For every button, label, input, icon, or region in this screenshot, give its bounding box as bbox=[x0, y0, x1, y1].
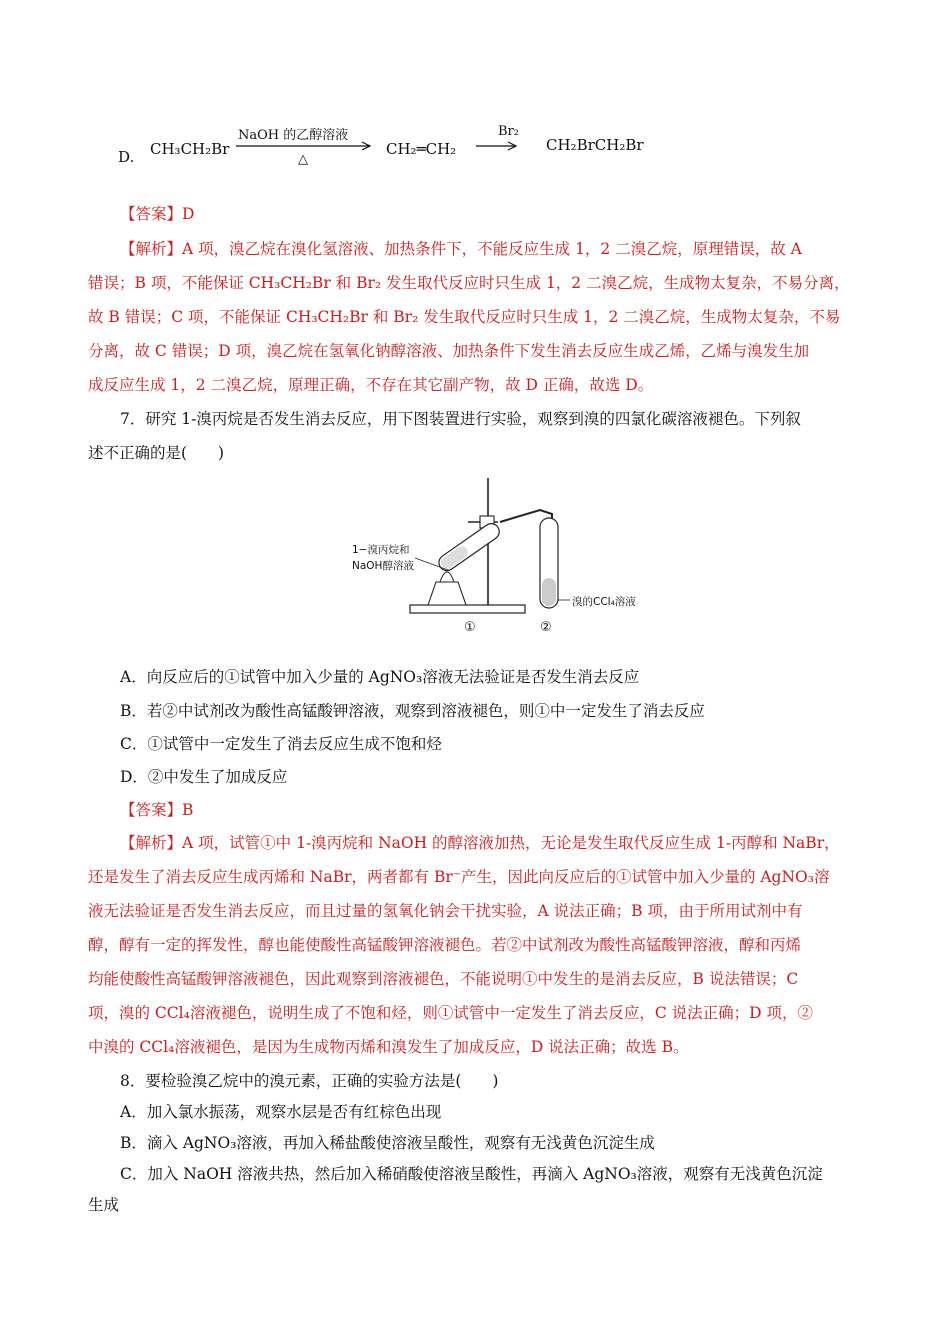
q6-analysis-line-1: 【解析】A 项，溴乙烷在溴化氢溶液、加热条件下，不能反应生成 1，2 二溴乙烷，原理错误，故 A bbox=[120, 240, 802, 258]
figure-label-right: 溴的CCl₄溶液 bbox=[572, 596, 636, 608]
q7-analysis-line-2: 还是发生了消去反应生成丙烯和 NaBr，两者都有 Br⁻产生，因此向反应后的①试管中加入少量的 AgNO₃溶 bbox=[88, 868, 830, 886]
q7-stem-line-1: 7．研究 1-溴丙烷是否发生消去反应，用下图装置进行实验，观察到溴的四氯化碳溶液褪色。下列叙 bbox=[120, 410, 801, 428]
q7-stem-line-2: 述不正确的是( ) bbox=[88, 444, 225, 462]
apparatus-figure bbox=[340, 470, 640, 640]
reaction-arrow-2 bbox=[476, 140, 520, 152]
figure-label-left-1: 1−溴丙烷和 bbox=[352, 544, 410, 556]
reaction-arrow-1 bbox=[236, 140, 376, 152]
q7-analysis-line-5: 均能使酸性高锰酸钾溶液褪色，因此观察到溶液褪色，不能说明①中发生的是消去反应，B 说法错误；C bbox=[88, 970, 799, 988]
arrow2-condition-top: Br₂ bbox=[498, 124, 519, 139]
q7-analysis-line-1: 【解析】A 项，试管①中 1-溴丙烷和 NaOH 的醇溶液加热，无论是发生取代反应生成 1-丙醇和 NaBr， bbox=[120, 834, 840, 852]
figure-mark-2: ② bbox=[540, 620, 552, 635]
q7-option-d: D．②中发生了加成反应 bbox=[120, 768, 288, 786]
q7-analysis-line-3: 液无法验证是否发生消去反应，而且过量的氢氧化钠会干扰实验，A 说法正确；B 项，由于所用试剂中有 bbox=[88, 902, 803, 920]
q7-analysis-line-4: 醇，醇有一定的挥发性，醇也能使酸性高锰酸钾溶液褪色。若②中试剂改为酸性高锰酸钾溶液，醇和丙烯 bbox=[88, 936, 802, 954]
option-d-label: D. bbox=[118, 148, 135, 166]
q8-option-c-continued: 生成 bbox=[88, 1196, 120, 1214]
q7-option-a: A．向反应后的①试管中加入少量的 AgNO₃溶液无法验证是否发生消去反应 bbox=[120, 668, 640, 686]
q8-stem: 8．要检验溴乙烷中的溴元素，正确的实验方法是( ) bbox=[120, 1072, 499, 1090]
product: CH₂BrCH₂Br bbox=[546, 136, 644, 154]
q6-analysis-line-2: 错误；B 项，不能保证 CH₃CH₂Br 和 Br₂ 发生取代反应时只生成 1，2 二溴乙烷，生成物太复杂，不易分离， bbox=[88, 274, 850, 292]
reactant: CH₃CH₂Br bbox=[150, 140, 230, 158]
arrow1-condition-bottom: △ bbox=[298, 152, 308, 167]
q6-analysis-line-3: 故 B 错误；C 项，不能保证 CH₃CH₂Br 和 Br₂ 发生取代反应时只生成 1，2 二溴乙烷，生成物太复杂，不易 bbox=[88, 308, 841, 326]
q7-option-c: C．①试管中一定发生了消去反应生成不饱和烃 bbox=[120, 735, 442, 753]
q7-answer: 【答案】B bbox=[120, 801, 194, 819]
q8-option-c: C．加入 NaOH 溶液共热，然后加入稀硝酸使溶液呈酸性，再滴入 AgNO₃溶液，观察有无浅黄色沉淀 bbox=[120, 1165, 823, 1183]
q7-analysis-line-7: 中溴的 CCl₄溶液褪色，是因为生成物丙烯和溴发生了加成反应，D 说法正确；故选 B。 bbox=[88, 1038, 689, 1056]
q8-option-b: B．滴入 AgNO₃溶液，再加入稀盐酸使溶液呈酸性，观察有无浅黄色沉淀生成 bbox=[120, 1134, 655, 1152]
q8-option-a: A．加入氯水振荡，观察水层是否有红棕色出现 bbox=[120, 1103, 442, 1121]
figure-mark-1: ① bbox=[464, 620, 476, 635]
figure-label-left-2: NaOH醇溶液 bbox=[352, 560, 414, 572]
q6-answer: 【答案】D bbox=[120, 205, 195, 223]
arrow1-condition-top: NaOH 的乙醇溶液 bbox=[238, 128, 349, 143]
q7-option-b: B．若②中试剂改为酸性高锰酸钾溶液，观察到溶液褪色，则①中一定发生了消去反应 bbox=[120, 702, 705, 720]
q7-analysis-line-6: 项，溴的 CCl₄溶液褪色，说明生成了不饱和烃，则①试管中一定发生了消去反应，C 说法正确；D 项，② bbox=[88, 1004, 813, 1022]
reaction-scheme-d bbox=[118, 118, 718, 178]
q6-analysis-line-4: 分离，故 C 错误；D 项，溴乙烷在氢氧化钠醇溶液、加热条件下发生消去反应生成乙烯，乙烯与溴发生加 bbox=[88, 342, 810, 360]
q6-analysis-line-5: 成反应生成 1，2 二溴乙烷，原理正确，不存在其它副产物，故 D 正确，故选 D。 bbox=[88, 376, 654, 394]
intermediate: CH₂═CH₂ bbox=[386, 140, 457, 158]
